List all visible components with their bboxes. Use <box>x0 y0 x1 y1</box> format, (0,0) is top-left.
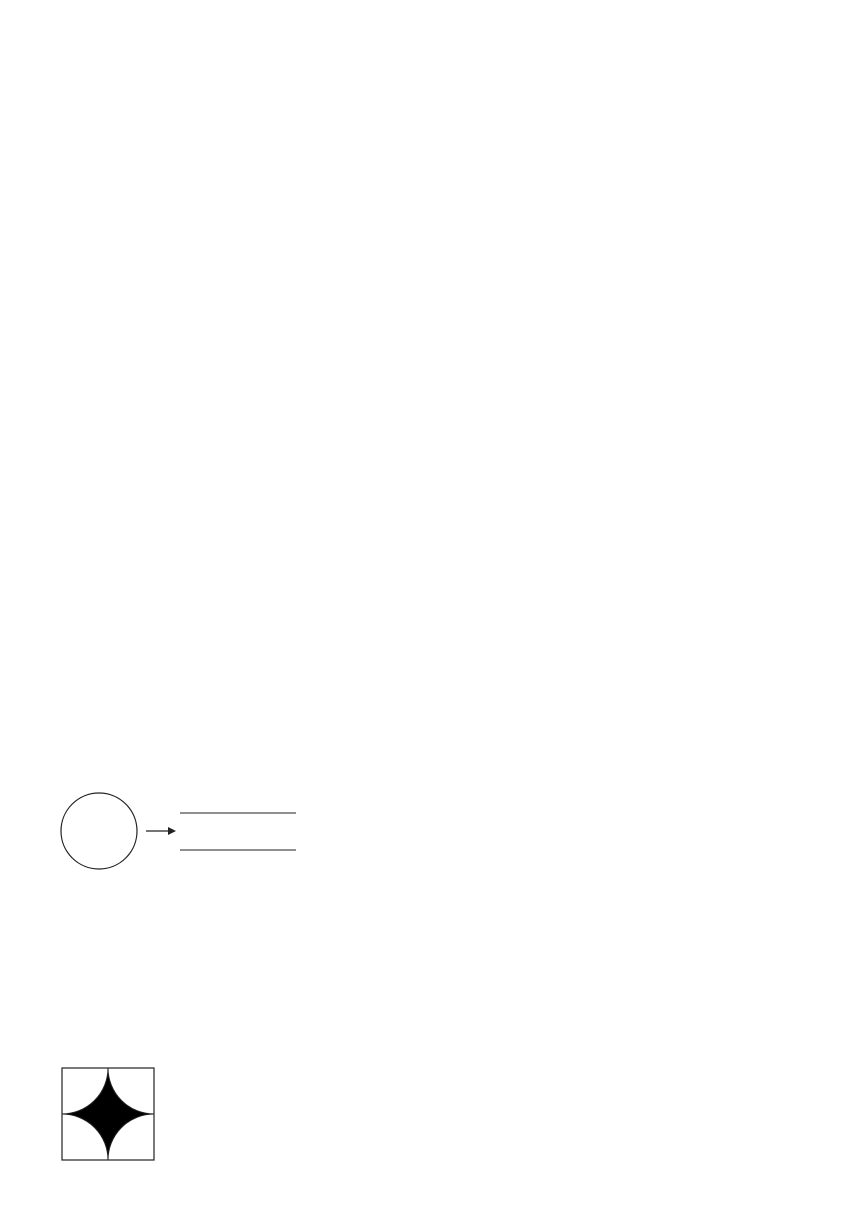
shaded-region <box>62 1068 154 1160</box>
divided-circle <box>61 793 137 869</box>
arrow-head-icon <box>168 827 176 835</box>
shaded-square-figure <box>58 1064 198 1194</box>
circle-to-rectangle-figure <box>56 786 316 876</box>
